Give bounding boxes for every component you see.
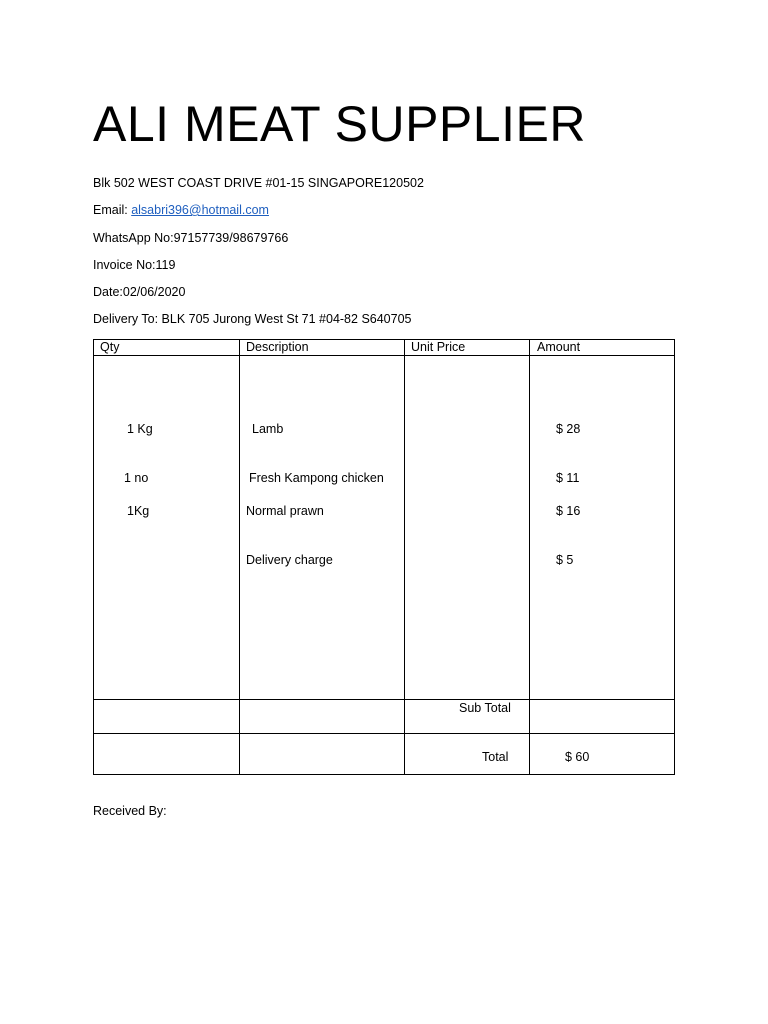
invoice-number: Invoice No:119 [93, 258, 176, 272]
row-description: Normal prawn [246, 504, 324, 518]
delivery-address: Delivery To: BLK 705 Jurong West St 71 #04-82 S640705 [93, 312, 412, 326]
row-description: Delivery charge [246, 553, 333, 567]
header-description: Description [246, 340, 309, 354]
row-divider [94, 355, 674, 356]
column-divider [239, 340, 240, 774]
address-line: Blk 502 WEST COAST DRIVE #01-15 SINGAPORE120502 [93, 176, 424, 190]
email-link[interactable]: alsabri396@hotmail.com [131, 203, 269, 217]
row-description: Fresh Kampong chicken [249, 471, 384, 485]
header-unit-price: Unit Price [411, 340, 466, 354]
invoice-date: Date:02/06/2020 [93, 285, 186, 299]
column-divider [404, 340, 405, 774]
header-qty: Qty [100, 340, 120, 354]
company-name: ALI MEAT SUPPLIER [93, 96, 586, 152]
total-label: Total [482, 750, 509, 764]
row-amount: $ 16 [556, 504, 581, 518]
column-divider [529, 340, 530, 774]
row-description: Lamb [252, 422, 284, 436]
row-divider [94, 699, 674, 700]
row-amount: $ 5 [556, 553, 574, 567]
received-by-label: Received By: [93, 804, 167, 818]
total-value: $ 60 [565, 750, 590, 764]
row-qty: 1Kg [127, 504, 150, 518]
email-line [93, 202, 269, 218]
row-qty: 1 no [124, 471, 149, 485]
row-amount: $ 28 [556, 422, 581, 436]
whatsapp-line: WhatsApp No:97157739/98679766 [93, 231, 289, 245]
subtotal-label: Sub Total [459, 701, 511, 715]
header-amount: Amount [537, 340, 581, 354]
row-divider [94, 733, 674, 734]
row-qty: 1 Kg [127, 422, 153, 436]
email-label: Email: [93, 203, 132, 217]
invoice-table [93, 339, 675, 775]
row-amount: $ 11 [556, 471, 580, 485]
